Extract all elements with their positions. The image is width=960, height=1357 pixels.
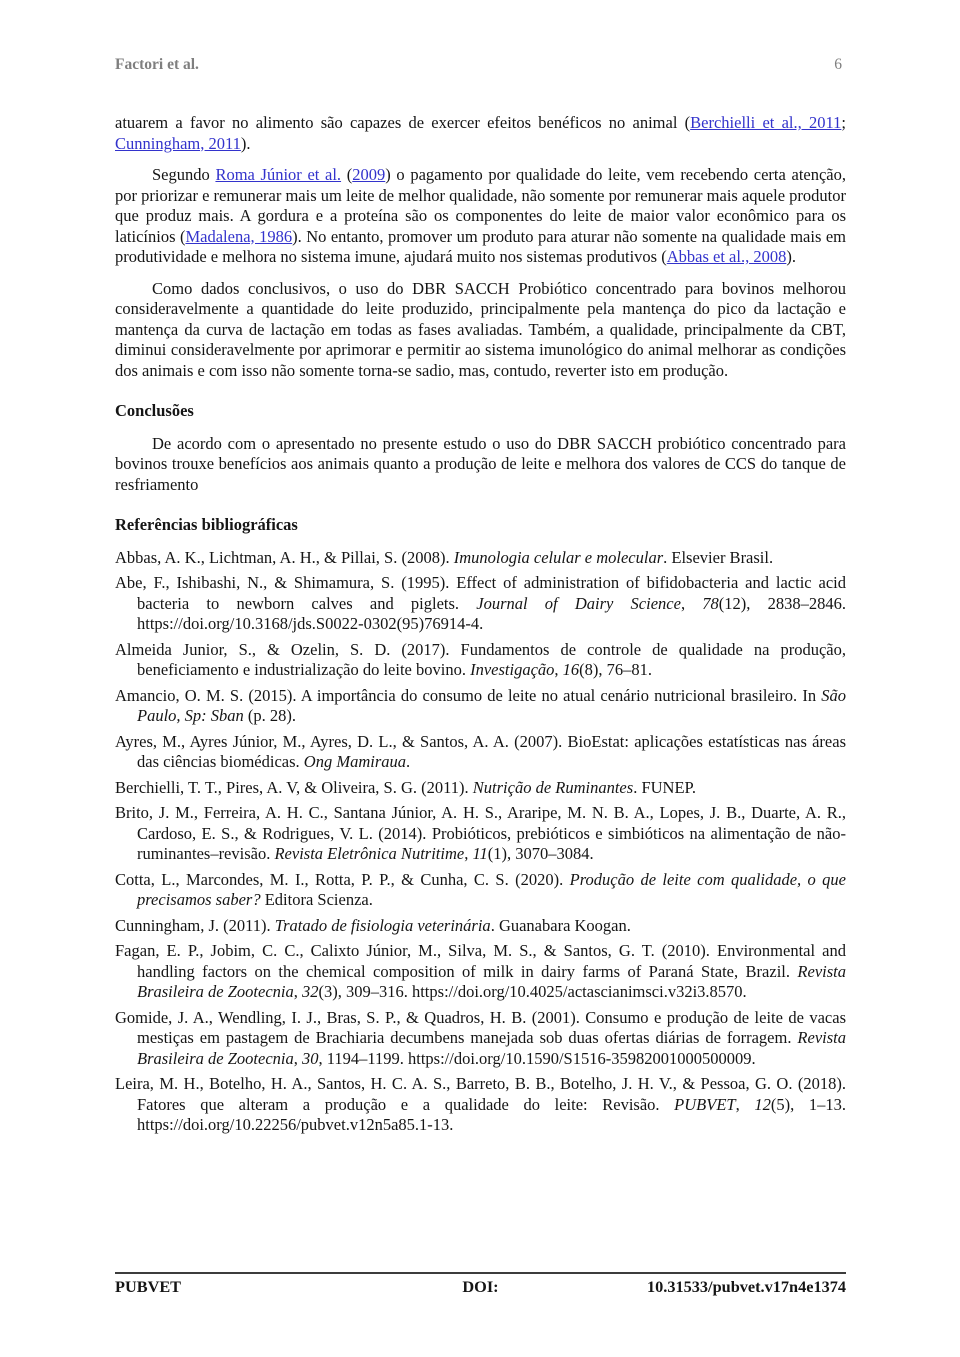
text-run: Ayres, M., Ayres Júnior, M., Ayres, D. L., & Santos, A. A. (2007). BioEstat: aplicações estatísticas nas áreas das ciências biomédicas. bbox=[115, 731, 846, 771]
text-run: . Elsevier Brasil. bbox=[663, 547, 774, 567]
footer-row bbox=[115, 1277, 846, 1297]
text-run: (p. 28). bbox=[243, 706, 297, 725]
text-run: Cotta, L., Marcondes, M. I., Rotta, P. P., & Cunha, C. S. (2020). bbox=[115, 869, 570, 889]
italic-text: Investigação bbox=[470, 660, 555, 679]
body-paragraphs bbox=[115, 113, 846, 381]
reference-item bbox=[115, 803, 846, 865]
text-run: , bbox=[293, 982, 302, 1001]
italic-text: São Paulo, Sp: Sban bbox=[137, 685, 846, 725]
reference-item bbox=[115, 1008, 846, 1070]
page-number: 6 bbox=[834, 56, 842, 73]
text-run: , 1194–1199. https://doi.org/10.1590/S1516-35982001000500009. bbox=[318, 1048, 756, 1068]
text-run: Leira, M. H., Botelho, H. A., Santos, H. C. A. S., Barreto, B. B., Botelho, J. H. V., & Pessoa, G. O. (2018). Fatores que alteram a produção e a qualidade do leite: Revisão. bbox=[115, 1074, 846, 1114]
text-run: ). bbox=[240, 133, 251, 153]
running-head-author: Factori et al. bbox=[115, 56, 199, 73]
reference-item bbox=[115, 732, 846, 773]
italic-text: 12 bbox=[754, 1094, 771, 1114]
text-run: Brito, J. M., Ferreira, A. H. C., Santana Júnior, A. H. S., Araripe, M. N. B. A., Lopes, J. B., Duarte, A. R., Cardoso, E. S., & Rodrigues, V. L. (2014). Probióticos, prebióticos e simbióticos na alimentação de não-ruminantes–revisão. bbox=[115, 803, 846, 863]
text-run: Gomide, J. A., Wendling, I. J., Bras, S. P., & Quadros, H. B. (2001). Consumo e produção de leite de vacas mestiças em pastagem de Brachiaria decumbens manejada sob duas ofertas diárias de forragem. bbox=[115, 1007, 846, 1047]
italic-text: Journal of Dairy Science bbox=[476, 593, 681, 613]
text-run: ) o pagamento por qualidade do leite, vem recebendo certa atenção, por priorizar e remunerar mais um leite de melhor qualidade, não somente por remunerar mais aquele produtor que produz mais. A gordura e a proteína são os componentes do leite de maior valor econômico para os laticínios ( bbox=[115, 165, 847, 246]
text-run: Como dados conclusivos, o uso do DBR SACCH Probiótico concentrado para bovinos melhorou consideravelmente a quantidade do leite produzido, principalmente pela mantença do pico da lactação e mantença da curva de lactação em todas as fases avaliadas. Também, a qualidade, principalmente da CBT, diminui consideravelmente por aprimorar e permitir ao sistema imunológico do animal melhorar as condições dos animais e com isso não somente torna-se sadio, mas, contudo, reverter isto em produção. bbox=[115, 278, 846, 380]
italic-text: Produção de leite com qualidade, o que precisamos saber? bbox=[137, 869, 846, 909]
text-run: Berchielli, T. T., Pires, A. V, & Oliveira, S. G. (2011). bbox=[115, 777, 473, 797]
text-run: . FUNEP. bbox=[633, 777, 696, 797]
citation-link[interactable]: Madalena, 1986 bbox=[185, 226, 293, 246]
footer-rule bbox=[115, 1272, 846, 1274]
italic-text: Nutrição de Ruminantes bbox=[472, 777, 634, 797]
references-heading: Referências bibliográficas bbox=[115, 515, 298, 534]
text-run: , bbox=[293, 1048, 302, 1068]
text-run: . Guanabara Koogan. bbox=[490, 915, 631, 935]
text-run: (8), 76–81. bbox=[579, 660, 653, 679]
text-run: Fagan, E. P., Jobim, C. C., Calixto Júnior, M., Silva, M. S., & Santos, G. T. (2010). Environmental and handling factors on the chemical composition of milk in dairy farms of Paraná State, Brazil. bbox=[115, 941, 846, 981]
text-run: , bbox=[735, 1094, 755, 1114]
text-run: (3), 309–316. https://doi.org/10.4025/actascianimsci.v32i3.8570. bbox=[318, 982, 747, 1001]
paragraph bbox=[115, 279, 846, 382]
text-run: Cunningham, J. (2011). bbox=[115, 915, 275, 935]
reference-item bbox=[115, 1074, 846, 1136]
reference-item bbox=[115, 573, 846, 635]
text-run: Almeida Junior, S., & Ozelin, S. D. (2017). Fundamentos de controle de qualidade na produção, beneficiamento e industrialização do leite bovino. bbox=[115, 639, 846, 679]
text-run: atuarem a favor no alimento são capazes de exercer efeitos benéficos no animal ( bbox=[115, 113, 691, 132]
italic-text: Revista Brasileira de Zootecnia bbox=[137, 1028, 846, 1068]
italic-text: 30 bbox=[301, 1048, 319, 1068]
footer-doi-value: 10.31533/pubvet.v17n4e1374 bbox=[647, 1277, 847, 1296]
page-footer bbox=[115, 1272, 846, 1297]
paragraph bbox=[115, 165, 846, 268]
italic-text: Revista Eletrônica Nutritime bbox=[274, 844, 465, 863]
italic-text: 32 bbox=[301, 982, 319, 1001]
reference-item bbox=[115, 941, 846, 1003]
italic-text: Ong Mamiraua bbox=[303, 752, 406, 771]
page-content bbox=[115, 113, 846, 1141]
italic-text: 78 bbox=[702, 593, 719, 613]
citation-link[interactable]: Cunningham, 2011 bbox=[115, 133, 241, 153]
citation-link[interactable]: Roma Júnior et al. bbox=[215, 165, 342, 184]
reference-item bbox=[115, 640, 846, 681]
reference-item bbox=[115, 548, 846, 569]
italic-text: 16 bbox=[562, 660, 580, 679]
text-run: ). bbox=[786, 247, 796, 266]
text-run: , bbox=[554, 660, 563, 679]
paragraph bbox=[115, 113, 846, 154]
italic-text: Revista Brasileira de Zootecnia bbox=[137, 961, 846, 1001]
text-run: . bbox=[406, 752, 411, 771]
text-run: ; bbox=[841, 113, 846, 132]
reference-item bbox=[115, 686, 846, 727]
text-run: ). No entanto, promover um produto para aturar não somente na qualidade mais em produtividade e melhora no sistema imune, ajudará muito nos sistemas produtivos ( bbox=[115, 226, 847, 266]
reference-item bbox=[115, 916, 846, 937]
footer-doi-label: DOI: bbox=[462, 1277, 499, 1296]
text-run: , bbox=[680, 593, 703, 613]
text-run: Segundo bbox=[152, 165, 216, 184]
italic-text: 11 bbox=[472, 844, 488, 863]
italic-text: PUBVET bbox=[674, 1094, 736, 1114]
citation-link[interactable]: Abbas et al., 2008 bbox=[666, 247, 787, 266]
text-run: (5), 1–13. https://doi.org/10.22256/pubvet.v12n5a85.1-13. bbox=[137, 1094, 846, 1134]
reference-item bbox=[115, 870, 846, 911]
italic-text: Tratado de fisiologia veterinária bbox=[274, 915, 491, 935]
conclusions-heading: Conclusões bbox=[115, 401, 194, 420]
text-run: ( bbox=[341, 165, 353, 184]
paragraph bbox=[115, 434, 846, 496]
text-run: Abbas, A. K., Lichtman, A. H., & Pillai, S. (2008). bbox=[115, 547, 454, 567]
footer-journal-name: PUBVET bbox=[115, 1277, 182, 1296]
running-header bbox=[115, 56, 846, 74]
reference-list bbox=[115, 548, 846, 1136]
citation-link[interactable]: Berchielli et al., 2011 bbox=[690, 113, 842, 132]
italic-text: Imunologia celular e molecular bbox=[453, 547, 664, 567]
reference-item bbox=[115, 778, 846, 799]
conclusions-paragraphs bbox=[115, 434, 846, 496]
text-run: (1), 3070–3084. bbox=[487, 844, 594, 863]
citation-link[interactable]: 2009 bbox=[352, 165, 386, 184]
text-run: De acordo com o apresentado no presente estudo o uso do DBR SACCH probiótico concentrado para bovinos trouxe benefícios aos animais quanto a produção de leite e melhora dos valores de CCS do tanque de resfriamento bbox=[115, 433, 846, 494]
text-run: (12), 2838–2846. https://doi.org/10.3168/jds.S0022-0302(95)76914-4. bbox=[137, 593, 846, 633]
text-run: Abe, F., Ishibashi, N., & Shimamura, S. (1995). Effect of administration of bifidobacteria and lactic acid bacteria to newborn calves and piglets. bbox=[115, 573, 846, 613]
text-run: Editora Scienza. bbox=[260, 890, 373, 909]
text-run: Amancio, O. M. S. (2015). A importância do consumo de leite no atual cenário nutricional brasileiro. In bbox=[115, 685, 822, 705]
text-run: , bbox=[464, 844, 473, 863]
